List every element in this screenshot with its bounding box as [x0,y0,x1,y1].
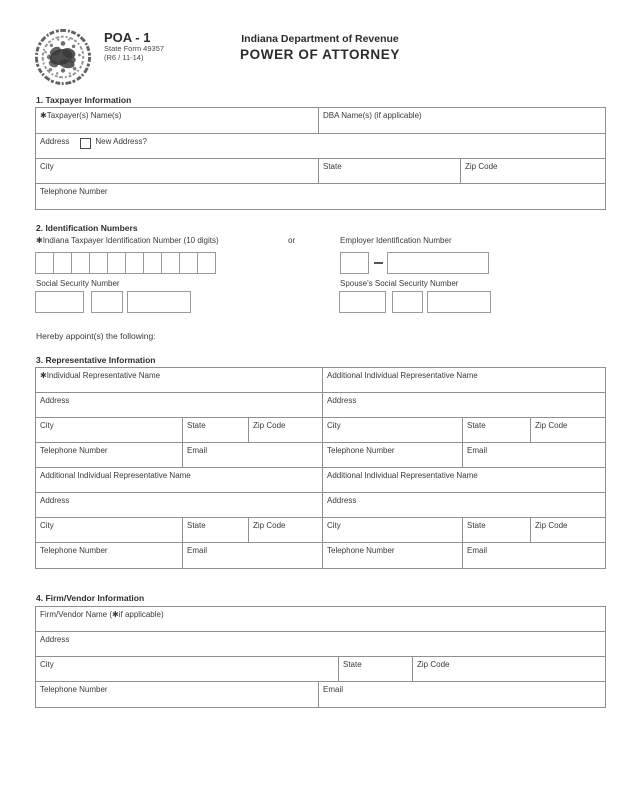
field-label: State [467,521,486,530]
firm-name-field[interactable] [36,607,605,632]
page-title: POWER OF ATTORNEY [240,47,400,62]
field-label: Email [467,546,488,555]
ein-dash [374,262,383,264]
field-label: City [40,421,54,430]
taxpayer-city-field[interactable] [36,159,319,184]
itin-digit-boxes [35,252,216,274]
field-label: Zip Code [253,421,286,430]
field-label: State [187,521,206,530]
itin-digit-box[interactable] [197,252,216,274]
spouse-ssn-box-1[interactable] [339,291,386,313]
field-label: Email [187,446,208,455]
rep4-phone-field[interactable] [323,543,463,568]
field-label: Telephone Number [40,446,108,455]
form-revision: (R6 / 11-14) [104,53,144,62]
field-label: Firm/Vendor Name (✱if applicable) [40,610,164,619]
section-2-heading: 2. Identification Numbers [36,223,138,233]
rep1-city-field[interactable] [36,418,183,443]
spouse-ssn-box-2[interactable] [392,291,423,313]
itin-digit-box[interactable] [35,252,54,274]
rep3-email-field[interactable] [183,543,323,568]
field-label: State [323,162,342,171]
dba-name-field[interactable] [319,108,605,134]
field-label: Address [327,396,357,405]
rep4-address-field[interactable] [323,493,605,518]
field-label: City [327,421,341,430]
rep4-city-field[interactable] [323,518,463,543]
field-label: Telephone Number [327,546,395,555]
field-label: State [187,421,206,430]
field-label: Address [327,496,357,505]
field-label: State [343,660,362,669]
rep2-name-field[interactable] [323,368,605,393]
checkbox-label: New Address? [95,137,147,146]
itin-digit-box[interactable] [161,252,180,274]
firm-zip-field[interactable] [413,657,605,682]
field-label: Zip Code [417,660,450,669]
rep1-email-field[interactable] [183,443,323,468]
itin-digit-box[interactable] [89,252,108,274]
taxpayer-zip-field[interactable] [461,159,605,184]
rep1-phone-field[interactable] [36,443,183,468]
section-3-heading: 3. Representative Information [36,355,156,365]
field-label: Address [40,496,70,505]
rep3-city-field[interactable] [36,518,183,543]
spouse-ssn-label: Spouse's Social Security Number [340,279,459,288]
firm-phone-field[interactable] [36,682,319,707]
taxpayer-name-field[interactable] [36,108,319,134]
field-label: Email [467,446,488,455]
ssn-box-1[interactable] [35,291,84,313]
rep3-name-field[interactable] [36,468,323,493]
rep3-zip-field[interactable] [249,518,323,543]
itin-digit-box[interactable] [179,252,198,274]
ssn-label: Social Security Number [36,279,120,288]
field-label: Telephone Number [40,685,108,694]
field-label: Additional Individual Representative Name [327,471,478,480]
section-4-heading: 4. Firm/Vendor Information [36,593,145,603]
field-label: Address [40,635,70,644]
representative-table [35,367,606,569]
field-label: ✱Taxpayer(s) Name(s) [40,111,122,120]
field-label: City [327,521,341,530]
rep4-zip-field[interactable] [531,518,605,543]
rep4-state-field[interactable] [463,518,531,543]
or-label: or [288,236,296,245]
itin-digit-box[interactable] [53,252,72,274]
firm-city-field[interactable] [36,657,339,682]
itin-digit-box[interactable] [143,252,162,274]
spouse-ssn-box-3[interactable] [427,291,491,313]
field-label: City [40,660,54,669]
field-label: Address [40,137,70,146]
field-label: Zip Code [465,162,498,171]
taxpayer-address-field[interactable] [36,134,605,159]
field-label: Telephone Number [40,546,108,555]
rep1-zip-field[interactable] [249,418,323,443]
ssn-box-3[interactable] [127,291,191,313]
ssn-box-2[interactable] [91,291,123,313]
field-label: City [40,521,54,530]
field-label: ✱Individual Representative Name [40,371,161,380]
rep3-state-field[interactable] [183,518,249,543]
rep2-address-field[interactable] [323,393,605,418]
rep1-name-field[interactable] [36,368,323,393]
title-block [160,33,480,62]
agency-name: Indiana Department of Revenue [241,33,399,45]
itin-label: ✱Indiana Taxpayer Identification Number (10 digits) [36,236,219,245]
state-seal-icon [34,28,92,86]
field-label: Telephone Number [327,446,395,455]
rep4-name-field[interactable] [323,468,605,493]
rep2-phone-field[interactable] [323,443,463,468]
form-number: State Form 49357 [104,44,165,53]
field-label: Additional Individual Representative Name [40,471,191,480]
firm-state-field[interactable] [339,657,413,682]
rep4-email-field[interactable] [463,543,605,568]
taxpayer-table [35,107,606,210]
itin-digit-box[interactable] [71,252,90,274]
firm-table [35,606,606,708]
field-label: Email [187,546,208,555]
new-address-checkbox[interactable] [80,138,91,149]
section-1-heading: 1. Taxpayer Information [36,95,132,105]
rep3-address-field[interactable] [36,493,323,518]
ein-prefix-box[interactable] [340,252,369,274]
field-label: Zip Code [535,521,568,530]
field-label: Zip Code [535,421,568,430]
rep3-phone-field[interactable] [36,543,183,568]
field-label: DBA Name(s) (if applicable) [323,111,422,120]
taxpayer-state-field[interactable] [319,159,461,184]
rep2-state-field[interactable] [463,418,531,443]
rep1-state-field[interactable] [183,418,249,443]
rep2-email-field[interactable] [463,443,605,468]
ein-label: Employer Identification Number [340,236,452,245]
field-label: Telephone Number [40,187,108,196]
field-label: Zip Code [253,521,286,530]
rep1-address-field[interactable] [36,393,323,418]
rep2-zip-field[interactable] [531,418,605,443]
field-label: City [40,162,54,171]
taxpayer-phone-field[interactable] [36,184,605,209]
appoint-statement: Hereby appoint(s) the following: [36,331,156,341]
itin-digit-box[interactable] [125,252,144,274]
field-label: Email [323,685,344,694]
firm-email-field[interactable] [319,682,605,707]
form-code: POA - 1 [104,30,151,45]
itin-digit-box[interactable] [107,252,126,274]
firm-address-field[interactable] [36,632,605,657]
field-label: State [467,421,486,430]
field-label: Address [40,396,70,405]
rep2-city-field[interactable] [323,418,463,443]
ein-number-box[interactable] [387,252,489,274]
form-id-block [104,31,164,62]
field-label: Additional Individual Representative Name [327,371,478,380]
